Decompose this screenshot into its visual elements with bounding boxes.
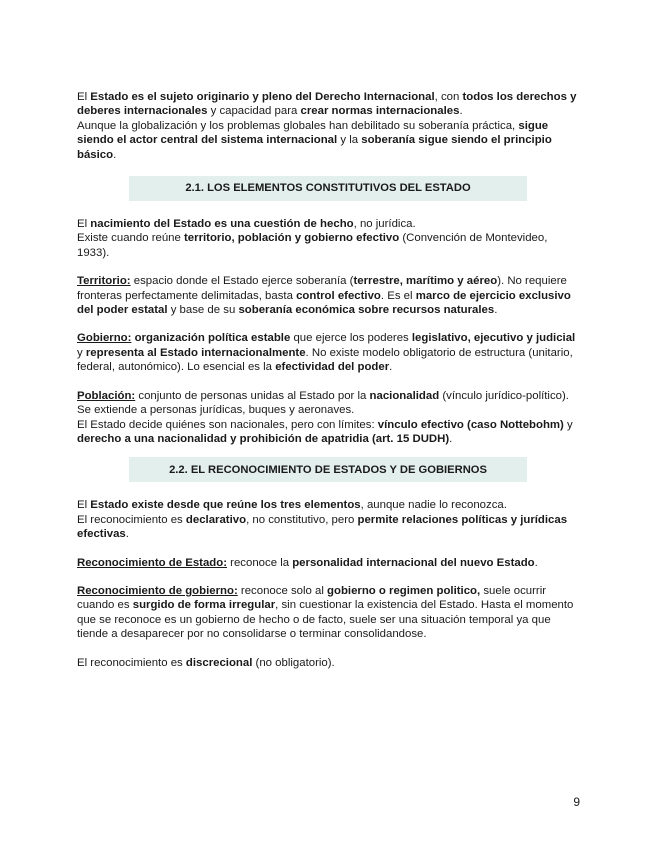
section-heading-2-1: 2.1. LOS ELEMENTOS CONSTITUTIVOS DEL ESTADO	[129, 176, 527, 201]
bold-run: nacimiento del Estado es una cuestión de hecho	[90, 218, 354, 231]
bold-run: efectividad del poder	[275, 361, 390, 374]
text-run: (no obligatorio).	[252, 656, 335, 669]
text-run: , no constitutivo, pero	[246, 513, 358, 526]
territorio-paragraph	[77, 274, 577, 317]
text-run: .	[459, 105, 463, 118]
text-run: .	[534, 556, 538, 569]
bold-run: todos los derechos y deberes internacionales	[77, 91, 577, 118]
intro-paragraph-1	[77, 90, 577, 119]
bold-run: surgido de forma irregular	[132, 599, 276, 612]
text-run: .	[389, 361, 393, 374]
term-label: Territorio:	[77, 275, 131, 288]
text-run: El Estado decide quiénes son nacionales, pero con límites:	[77, 418, 378, 431]
intro-paragraph-2	[77, 119, 577, 162]
bold-run: crear normas internacionales	[300, 105, 460, 118]
bold-run: organización política estable	[134, 332, 291, 345]
bold-run: territorio, población y gobierno efectivo	[184, 232, 400, 245]
bold-run: marco de ejercicio exclusivo del poder estatal	[77, 289, 571, 317]
text-run: (vínculo jurídico-político). Se extiende a personas jurídicas, buques y aeronaves.	[77, 389, 569, 417]
discrecional-paragraph	[77, 656, 577, 670]
text-run: , con	[434, 91, 463, 103]
bold-run: vínculo efectivo (caso Nottebohm)	[377, 418, 564, 431]
term-label: Gobierno:	[77, 332, 132, 345]
text-run: . Es el	[380, 289, 416, 302]
term-label: Reconocimiento de gobierno:	[77, 584, 238, 597]
text-run: .	[494, 304, 498, 317]
text-run: reconoce solo al	[237, 584, 328, 597]
bold-run: nacionalidad	[369, 389, 440, 402]
bold-run: Estado es el sujeto originario y pleno del Derecho Internacional	[90, 91, 435, 103]
bold-run: permite relaciones políticas y jurídicas efectivas	[77, 513, 568, 541]
text-run: El reconocimiento es	[77, 656, 186, 669]
text-run: suele ocurrir cuando es	[77, 584, 547, 612]
bold-run: Estado existe desde que reúne los tres elementos	[90, 499, 361, 512]
text-run: .	[125, 528, 129, 541]
text-run: .	[113, 148, 117, 161]
bold-run: terrestre, marítimo y aéreo	[353, 275, 498, 288]
text-run: y	[563, 418, 573, 431]
page-number: 9	[573, 795, 580, 809]
text-run: , aunque nadie lo reconozca.	[360, 499, 507, 512]
bold-run: declarativo	[185, 513, 247, 526]
section-1-paragraph-1	[77, 217, 577, 231]
text-run: espacio donde el Estado ejerce soberanía (	[130, 275, 354, 288]
bold-run: representa al Estado internacionalmente	[85, 346, 306, 359]
term-label: Reconocimiento de Estado:	[77, 556, 227, 569]
text-run: , sin cuestionar la existencia del Estado. Hasta el momento que se reconoce es un gobierno de hecho o de facto, suele ser una situación temporal ya que tiende a desaparecer por no consolidarse o terminar consolidandose.	[77, 599, 574, 641]
bold-run: soberanía sigue siendo el principio básico	[77, 134, 552, 161]
bold-run: discrecional	[185, 656, 253, 669]
text-run: y	[77, 346, 86, 359]
poblacion-paragraph	[77, 389, 577, 418]
section-2-paragraph-1	[77, 498, 577, 512]
text-run: El	[77, 218, 91, 231]
text-run: y la	[337, 134, 362, 147]
bold-run: legislativo, ejecutivo y judicial	[411, 332, 576, 345]
bold-run: control efectivo	[296, 289, 381, 302]
text-run: ). No requiere fronteras perfectamente delimitadas, basta	[77, 275, 567, 302]
text-run: Existe cuando reúne	[77, 232, 185, 245]
text-run: y base de su	[167, 304, 239, 317]
text-run: que ejerce los poderes	[290, 332, 412, 345]
text-run: . No existe modelo obligatorio de estructura (unitario, federal, autonómico). Lo esencial es la	[77, 346, 573, 374]
text-run: .	[449, 432, 453, 445]
text-run: reconoce la	[227, 556, 293, 569]
text-run: , no jurídica.	[353, 218, 416, 231]
bold-run: soberanía económica sobre recursos naturales	[238, 304, 495, 317]
text-run: El reconocimiento es	[77, 513, 186, 526]
bold-run: derecho a una nacionalidad y prohibición de apatridia (art. 15 DUDH)	[77, 432, 450, 445]
text-run: y capacidad para	[207, 105, 301, 118]
text-run: conjunto de personas unidas al Estado por la	[135, 389, 370, 402]
bold-run: gobierno o regimen politico,	[327, 584, 481, 597]
bold-run: personalidad internacional del nuevo Estado	[292, 556, 535, 569]
page-content	[77, 90, 577, 670]
reconocimiento-gobierno-paragraph	[77, 584, 577, 642]
section-1-paragraph-2	[77, 231, 577, 260]
bold-run: sigue siendo el actor central del sistema internacional	[77, 119, 549, 147]
text-run: Aunque la globalización y los problemas globales han debilitado su soberanía práctica,	[77, 119, 519, 132]
poblacion-paragraph-2	[77, 418, 577, 447]
section-2-paragraph-2	[77, 513, 577, 542]
text-run: El	[77, 91, 91, 103]
gobierno-paragraph	[77, 331, 577, 374]
text-run: El	[77, 499, 91, 512]
section-heading-2-2: 2.2. EL RECONOCIMIENTO DE ESTADOS Y DE GOBIERNOS	[129, 457, 527, 482]
text-run: (Convención de Montevideo, 1933).	[77, 232, 548, 259]
term-label: Población:	[77, 389, 136, 402]
reconocimiento-estado-paragraph	[77, 556, 577, 570]
